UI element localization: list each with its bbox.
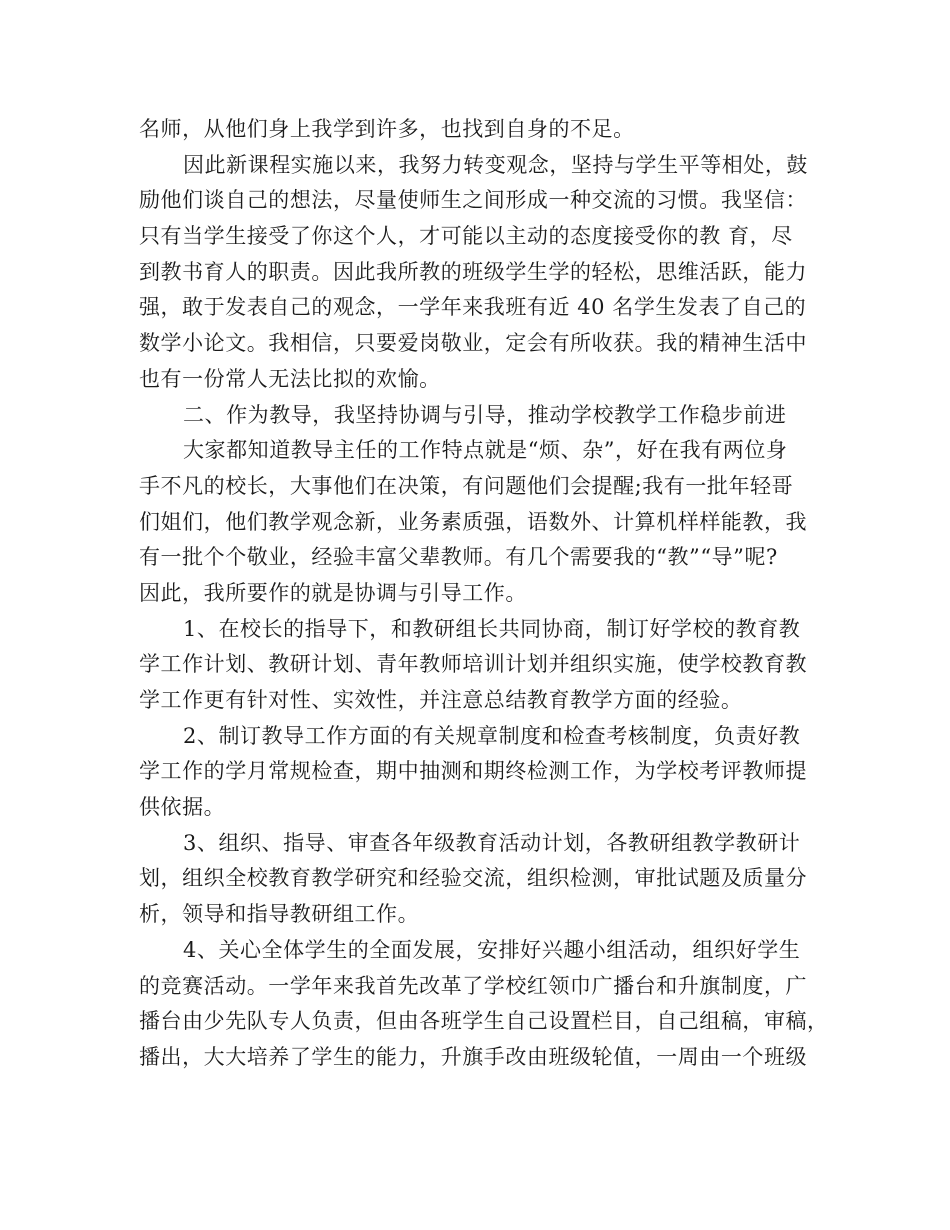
document-body <box>139 112 829 1076</box>
text-line: 播出，大大培养了学生的能力，升旗手改由班级轮值，一周由一个班级 <box>139 1044 808 1069</box>
text-line: 名师，从他们身上我学到许多，也找到自身的不足。 <box>139 117 635 141</box>
text-line: 手不凡的校长，大事他们在决策，有问题他们会提醒;我有一批年轻哥 <box>139 473 794 498</box>
text-line: 的竞赛活动。一学年来我首先改革了学校红领巾广播台和升旗制度，广 <box>139 973 808 998</box>
text-line: 1、在校长的指导下，和教研组长共同协商，制订好学校的教育教 <box>183 616 801 641</box>
text-line: 析，领导和指导教研组工作。 <box>139 902 420 927</box>
text-line: 学工作更有针对性、实效性，并注意总结教育教学方面的经验。 <box>139 688 743 712</box>
text-line: 4、关心全体学生的全面发展，安排好兴趣小组活动，组织好学生 <box>183 937 801 962</box>
text-line: 供依据。 <box>139 795 226 820</box>
text-line: 励他们谈自己的想法，尽量使师生之间形成一种交流的习惯。我坚信： <box>139 188 808 213</box>
text-line: 强，敢于发表自己的观念，一学年来我班有近 40 名学生发表了自己的 <box>139 295 807 320</box>
text-line: 3、组织、指导、审查各年级教育活动计划，各教研组教学教研计 <box>183 830 801 855</box>
text-line: 学工作计划、教研计划、青年教师培训计划并组织实施，使学校教育教 <box>139 652 808 677</box>
text-line: 们姐们，他们教学观念新，业务素质强，语数外、计算机样样能教，我 <box>139 509 808 534</box>
text-line: 只有当学生接受了你这个人，才可能以主动的态度接受你的教 育，尽 <box>139 224 793 249</box>
text-line: 因此新课程实施以来，我努力转变观念，坚持与学生平等相处，鼓 <box>183 152 808 177</box>
text-line: 到教书育人的职责。因此我所教的班级学生学的轻松，思维活跃，能力 <box>139 259 808 284</box>
text-line: 二、作为教导，我坚持协调与引导，推动学校教学工作稳步前进 <box>183 402 787 427</box>
text-line: 因此，我所要作的就是协调与引导工作。 <box>139 580 527 605</box>
text-line: 有一批个个敬业，经验丰富父辈教师。有几个需要我的“教”“导”呢? <box>139 545 778 570</box>
text-line: 也有一份常人无法比拟的欢愉。 <box>139 366 441 391</box>
text-line: 大家都知道教导主任的工作特点就是“烦、杂”，好在我有两位身 <box>183 438 788 463</box>
text-line: 划，组织全校教育教学研究和经验交流，组织检测，审批试题及质量分 <box>139 866 808 891</box>
text-line: 数学小论文。我相信，只要爱岗敬业，定会有所收获。我的精神生活中 <box>139 331 808 356</box>
text-line: 播台由少先队专人负责，但由各班学生自己设置栏目，自己组稿，审稿， <box>139 1009 829 1034</box>
text-line: 学工作的学月常规检查，期中抽测和期终检测工作，为学校考评教师提 <box>139 759 808 784</box>
text-line: 2、制订教导工作方面的有关规章制度和检查考核制度，负责好教 <box>183 723 801 748</box>
